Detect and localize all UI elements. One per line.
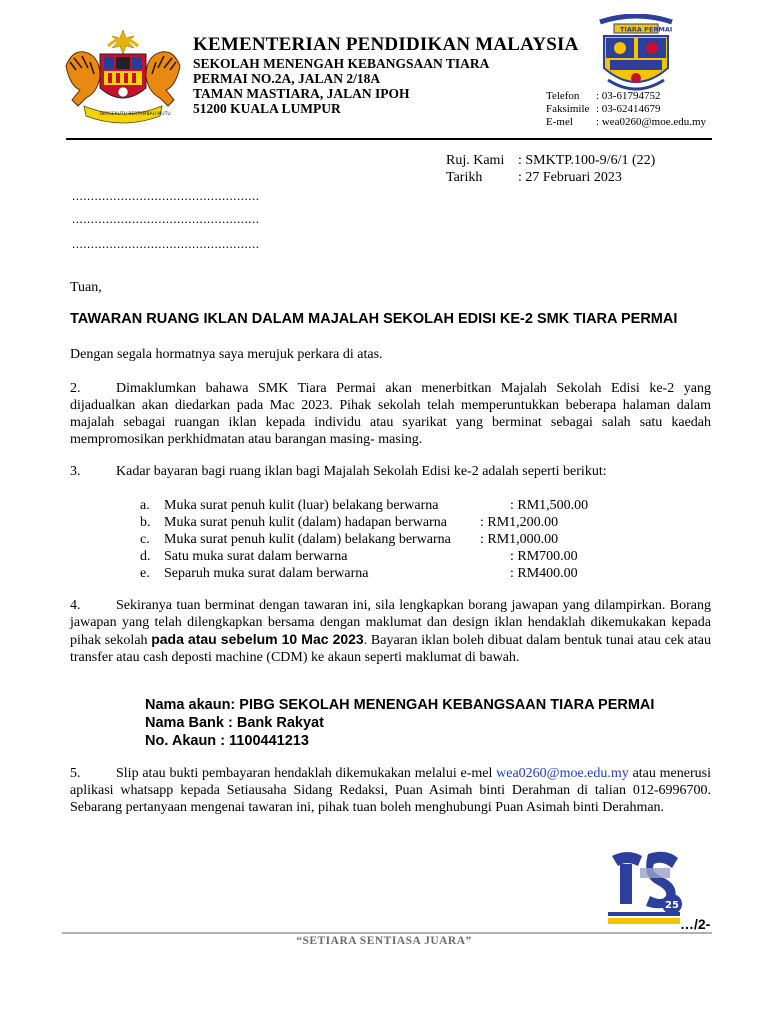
list-item bbox=[140, 514, 620, 531]
ministry-title: KEMENTERIAN PENDIDIKAN MALAYSIA bbox=[193, 34, 579, 55]
paragraph-2-text: Dimaklumkan bahawa SMK Tiara Permai akan menerbitkan Majalah Sekolah Edisi ke-2 yang dijadualkan akan diedarkan pada Mac 2023. Pihak sekolah telah memperuntukkan beberapa halaman dalam majalah sebagai ruangan iklan kepada individu atau syarikat yang berminat sebagai salah satu kaedah mempromosikan perkhidmatan atau barangan masing- masing. bbox=[70, 381, 711, 447]
school-address-line-3: TAMAN MASTIARA, JALAN IPOH bbox=[193, 86, 410, 101]
paragraph-3-number: 3. bbox=[70, 464, 81, 479]
bank-account-number: No. Akaun : 1100441213 bbox=[145, 733, 309, 749]
bank-account-name: Nama akaun: PIBG SEKOLAH MENENGAH KEBANGSAAN TIARA PERMAI bbox=[145, 697, 655, 713]
paragraph-5-number: 5. bbox=[70, 766, 81, 781]
rate-item: Muka surat penuh kulit (dalam) belakang berwarna bbox=[164, 532, 451, 547]
list-item bbox=[140, 548, 620, 565]
contact-fax bbox=[546, 103, 660, 116]
rate-letter: d. bbox=[140, 549, 151, 564]
list-item bbox=[140, 531, 620, 548]
header-divider bbox=[66, 138, 712, 140]
email-value: : wea0260@moe.edu.my bbox=[596, 116, 707, 128]
list-item bbox=[140, 565, 620, 582]
paragraph-4-deadline: pada atau sebelum 10 Mac 2023 bbox=[151, 631, 364, 647]
rate-price: : RM1,000.00 bbox=[480, 532, 559, 547]
svg-text:TIARA PERMAI: TIARA PERMAI bbox=[620, 25, 673, 34]
footer-divider bbox=[62, 932, 712, 934]
recipient-line-1: .................................................. bbox=[72, 188, 260, 203]
rate-price: : RM400.00 bbox=[510, 566, 578, 581]
email-label: E-mel bbox=[546, 116, 573, 128]
phone-label: Telefon bbox=[546, 90, 580, 102]
national-crest-logo bbox=[60, 26, 186, 126]
rate-letter: c. bbox=[140, 532, 150, 547]
page-indicator: …/2- bbox=[680, 916, 711, 932]
rate-letter: e. bbox=[140, 566, 150, 581]
reference-date bbox=[446, 169, 622, 186]
recipient-line-2: .................................................. bbox=[72, 211, 260, 226]
paragraph-4-number: 4. bbox=[70, 598, 81, 613]
fax-value: : 03-62414679 bbox=[596, 103, 661, 115]
contact-phone bbox=[546, 90, 660, 103]
paragraph-5 bbox=[70, 765, 711, 816]
bank-name: Nama Bank : Bank Rakyat bbox=[145, 715, 324, 731]
date-value: : 27 Februari 2023 bbox=[518, 170, 622, 185]
paragraph-3-text: Kadar bayaran bagi ruang iklan bagi Majalah Sekolah Edisi ke-2 adalah seperti berikut: bbox=[116, 464, 607, 479]
paragraph-4 bbox=[70, 597, 711, 666]
contact-email bbox=[546, 116, 706, 129]
rate-item: Satu muka surat dalam berwarna bbox=[164, 549, 348, 564]
rate-item: Muka surat penuh kulit (dalam) hadapan berwarna bbox=[164, 515, 448, 530]
school-logo bbox=[594, 14, 678, 94]
rate-letter: b. bbox=[140, 515, 151, 530]
paragraph-5-text-b: atau menerusi aplikasi whatsapp kepada Setiausaha Sidang Redaksi, Puan Asimah binti Derahman di talian 012-6996700. Sebarang pertanyaan mengenai tawaran ini, pihak tuan boleh menghubungi Puan Asimah binti Derahman. bbox=[70, 766, 711, 815]
paragraph-3 bbox=[70, 463, 711, 480]
school-address-line-2: PERMAI NO.2A, JALAN 2/18A bbox=[193, 71, 381, 86]
svg-text:25: 25 bbox=[665, 900, 679, 911]
paragraph-5-text-a: Slip atau bukti pembayaran hendaklah dikemukakan melalui e-mel bbox=[116, 766, 497, 781]
reference-number bbox=[446, 152, 655, 169]
phone-value: : 03-61794752 bbox=[596, 90, 661, 102]
fax-label: Faksimile bbox=[546, 103, 590, 115]
rate-price: : RM1,200.00 bbox=[480, 515, 559, 530]
paragraph-4-text-a: Sekiranya tuan berminat dengan tawaran ini, sila lengkapkan borang jawapan yang dilampirkan. Borang jawapan yang telah dilengkapkan bersama dengan maklumat dan design iklan hendaklah dikemukakan kepada pihak sekolah bbox=[70, 598, 711, 648]
intro-paragraph: Dengan segala hormatnya saya merujuk perkara di atas. bbox=[70, 347, 383, 362]
footer-motto: “SETIARA SENTIASA JUARA” bbox=[296, 935, 472, 947]
ts25-logo bbox=[604, 846, 684, 930]
date-label: Tarikh bbox=[446, 170, 483, 185]
rate-price: : RM1,500.00 bbox=[510, 498, 589, 513]
rates-list bbox=[140, 497, 620, 582]
rate-letter: a. bbox=[140, 498, 150, 513]
salutation: Tuan, bbox=[70, 280, 102, 295]
email-link[interactable]: wea0260@moe.edu.my bbox=[496, 766, 629, 781]
rate-item: Separuh muka surat dalam berwarna bbox=[164, 566, 369, 581]
school-address-line-4: 51200 KUALA LUMPUR bbox=[193, 101, 341, 116]
ref-label: Ruj. Kami bbox=[446, 153, 505, 168]
school-address-line-1: SEKOLAH MENENGAH KEBANGSAAN TIARA bbox=[193, 56, 490, 71]
paragraph-4-text-b: . Bayaran iklan boleh dibuat dalam bentuk tunai atau cek atau transfer atau cash deposti machine (CDM) ke akaun seperti maklumat di bawah. bbox=[70, 633, 711, 665]
recipient-line-3: .................................................. bbox=[72, 236, 260, 251]
rate-price: : RM700.00 bbox=[510, 549, 578, 564]
ref-value: : SMKTP.100-9/6/1 (22) bbox=[518, 153, 656, 168]
paragraph-2-number: 2. bbox=[70, 381, 81, 396]
letter-title: TAWARAN RUANG IKLAN DALAM MAJALAH SEKOLAH EDISI KE-2 SMK TIARA PERMAI bbox=[70, 311, 678, 327]
paragraph-2 bbox=[70, 380, 711, 448]
svg-text:BERSEKUTU BERTAMBAH MUTU: BERSEKUTU BERTAMBAH MUTU bbox=[100, 112, 171, 117]
rate-item: Muka surat penuh kulit (luar) belakang berwarna bbox=[164, 498, 439, 513]
list-item bbox=[140, 497, 620, 514]
